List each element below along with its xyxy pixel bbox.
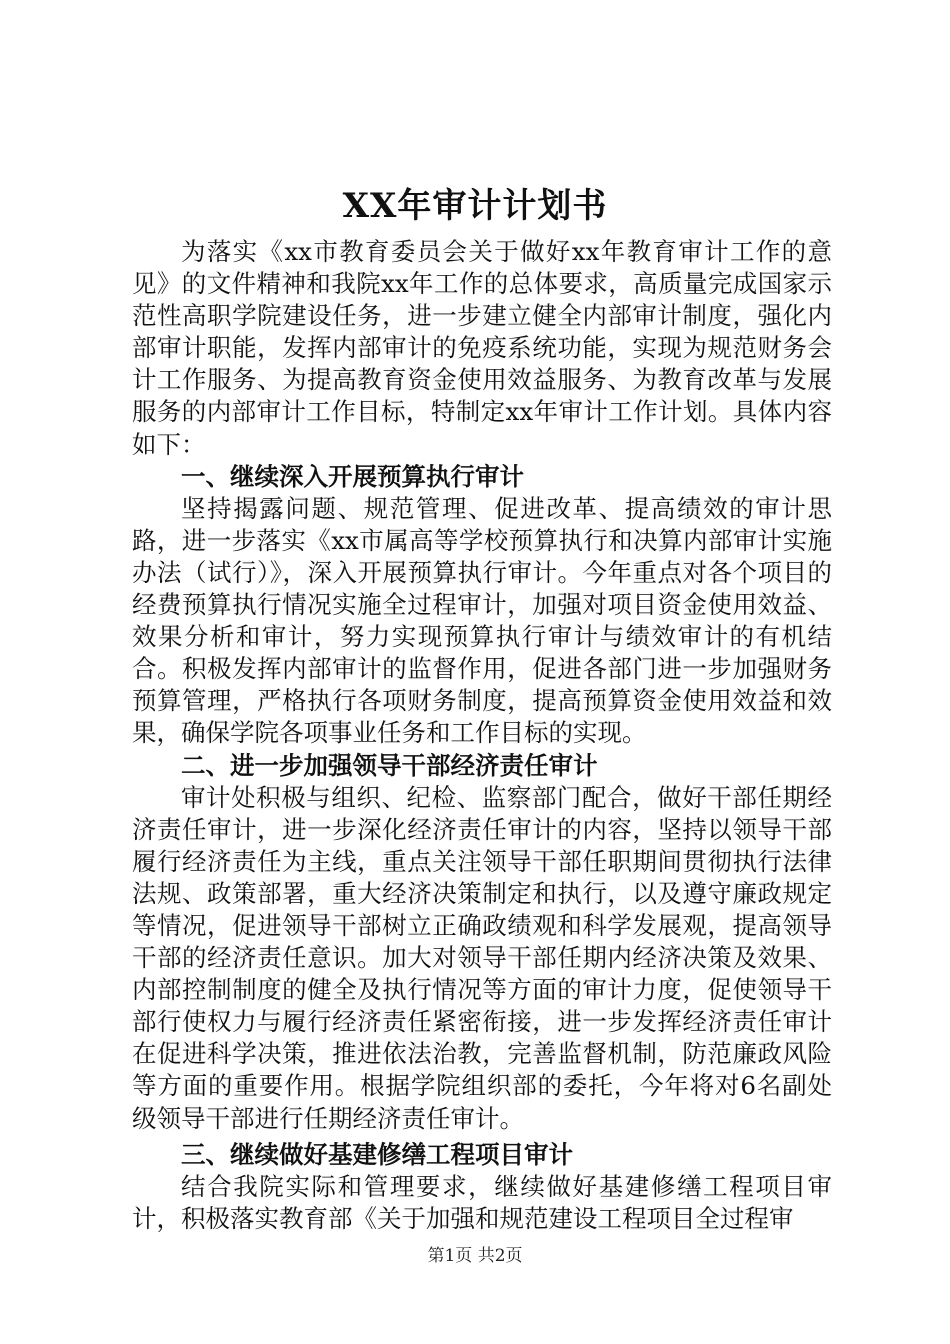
document-title: XX年审计计划书	[342, 186, 608, 226]
section-1-heading: 一、继续深入开展预算执行审计	[181, 461, 524, 491]
intro-paragraph: 为落实《xx市教育委员会关于做好xx年教育审计工作的意见》的文件精神和我院xx年工作的总体要求，高质量完成国家示范性高职学院建设任务，进一步建立健全内部审计制度，强化内部审计职能，发挥内部审计的免疫系统功能，实现为规范财务会计工作服务、为提高教育资金使用效益服务、为教育改革与发展服务的内部审计工作目标，特制定xx年审计工作计划。具体内容如下：	[132, 237, 832, 459]
section-2-paragraph: 审计处积极与组织、纪检、监察部门配合，做好干部任期经济责任审计，进一步深化经济责任审计的内容，坚持以领导干部履行经济责任为主线，重点关注领导干部任职期间贯彻执行法律法规、政策部署，重大经济决策制定和执行，以及遵守廉政规定等情况，促进领导干部树立正确政绩观和科学发展观，提高领导干部的经济责任意识。加大对领导干部任期内经济决策及效果、内部控制制度的健全及执行情况等方面的审计力度，促使领导干部行使权力与履行经济责任紧密衔接，进一步发挥经济责任审计在促进科学决策，推进依法治教，完善监督机制，防范廉政风险等方面的重要作用。根据学院组织部的委托，今年将对6名副处级领导干部进行任期经济责任审计。	[132, 782, 832, 1133]
page-footer: 第1页 共2页	[427, 1246, 523, 1266]
section-3-heading: 三、继续做好基建修缮工程项目审计	[181, 1139, 573, 1169]
document-body	[132, 236, 832, 1235]
section-1-paragraph: 坚持揭露问题、规范管理、促进改革、提高绩效的审计思路，进一步落实《xx市属高等学校预算执行和决算内部审计实施办法（试行）》，深入开展预算执行审计。今年重点对各个项目的经费预算执行情况实施全过程审计，加强对项目资金使用效益、效果分析和审计，努力实现预算执行审计与绩效审计的有机结合。积极发挥内部审计的监督作用，促进各部门进一步加强财务预算管理，严格执行各项财务制度，提高预算资金使用效益和效果，确保学院各项事业任务和工作目标的实现。	[132, 493, 832, 748]
section-3-paragraph: 结合我院实际和管理要求，继续做好基建修缮工程项目审计，积极落实教育部《关于加强和规范建设工程项目全过程审	[132, 1171, 832, 1233]
section-2-heading: 二、进一步加强领导干部经济责任审计	[181, 750, 598, 780]
